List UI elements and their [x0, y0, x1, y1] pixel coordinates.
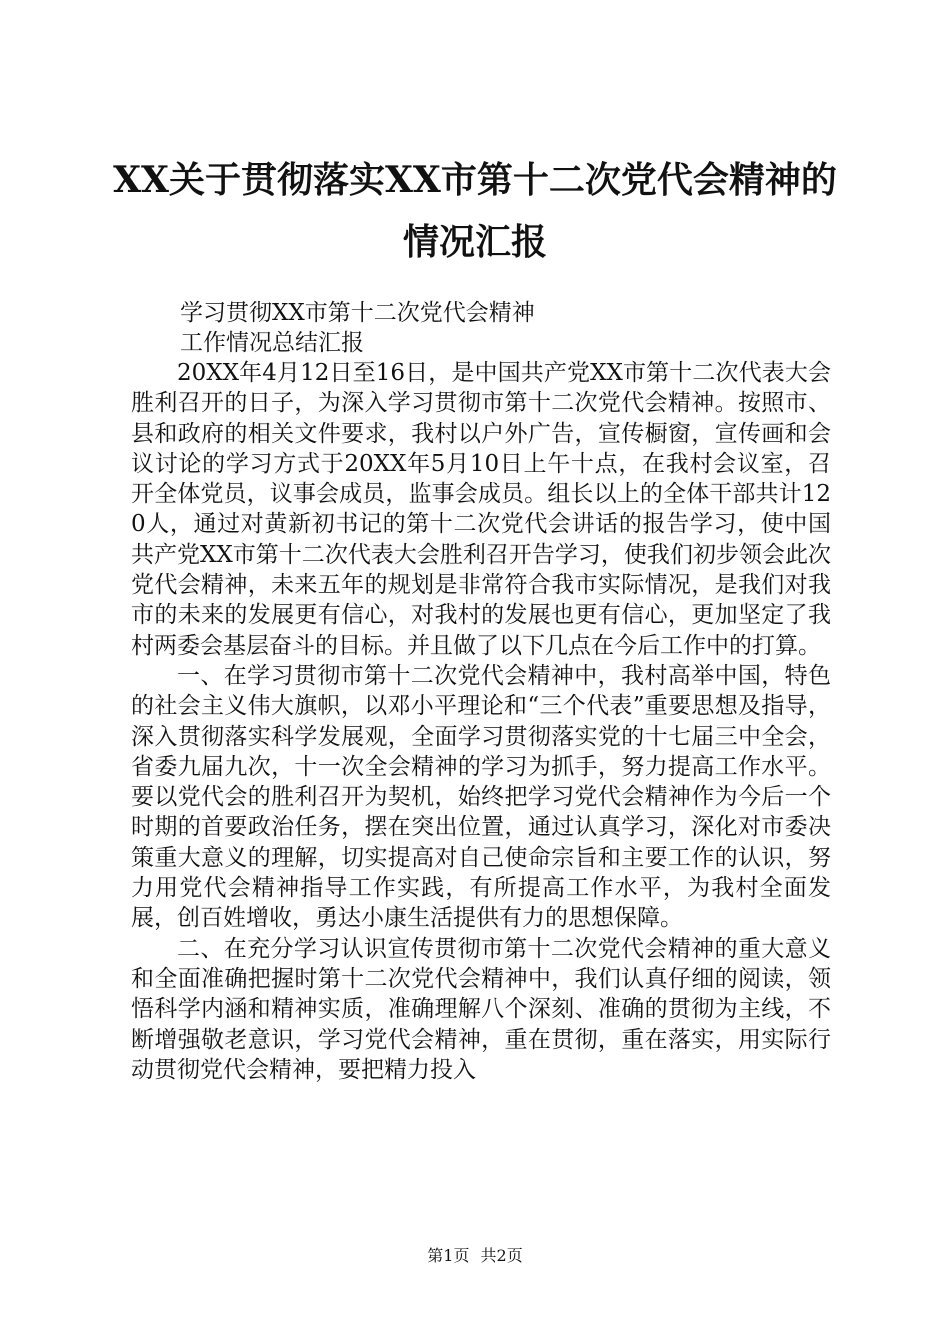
subheading-2: 工作情况总结汇报	[180, 330, 364, 356]
paragraph-point-2: 二、在充分学习认识宣传贯彻市第十二次党代会精神的重大意义和全面准确把握时第十二次党代会精神中，我们认真仔细的阅读，领悟科学内涵和精神实质，准确理解八个深刻、准确的贯彻为主线，不断增强敬老意识，学习党代会精神，重在贯彻，重在落实，用实际行动贯彻党代会精神，要把精力投入	[131, 935, 831, 1083]
subheading-1: 学习贯彻XX市第十二次党代会精神	[180, 300, 535, 326]
paragraph-point-1: 一、在学习贯彻市第十二次党代会精神中，我村高举中国，特色的社会主义伟大旗帜，以邓小平理论和“三个代表”重要思想及指导，深入贯彻落实科学发展观，全面学习贯彻落实党的十七届三中全会，省委九届九次，十一次全会精神的学习为抓手，努力提高工作水平。要以党代会的胜利召开为契机，始终把学习党代会精神作为今后一个时期的首要政治任务，摆在突出位置，通过认真学习，深化对市委决策重大意义的理解，切实提高对自己使命宗旨和主要工作的认识，努力用党代会精神指导工作实践，有所提高工作水平，为我村全面发展，创百姓增收，勇达小康生活提供有力的思想保障。	[131, 662, 831, 932]
document-body	[131, 358, 831, 1085]
page-number-total: 共2页	[480, 1246, 523, 1265]
page-footer	[0, 1246, 950, 1266]
document-title-line-1: XX关于贯彻落实XX市第十二次党代会精神的	[113, 159, 837, 201]
document-title-line-2: 情况汇报	[402, 221, 547, 263]
page-number-current: 第1页	[427, 1246, 470, 1265]
paragraph-intro: 20XX年4月12日至16日，是中国共产党XX市第十二次代表大会胜利召开的日子，为深入学习贯彻市第十二次党代会精神。按照市、县和政府的相关文件要求，我村以户外广告，宣传橱窗，宣传画和会议讨论的学习方式于20XX年5月10日上午十点，在我村会议室，召开全体党员，议事会成员，监事会成员。组长以上的全体干部共计120人，通过对黄新初书记的第十二次党代会讲话的报告学习，使中国共产党XX市第十二次代表大会胜利召开告学习，使我们初步领会此次党代会精神，未来五年的规划是非常符合我市实际情况，是我们对我市的未来的发展更有信心，对我村的发展也更有信心，更加坚定了我村两委会基层奋斗的目标。并且做了以下几点在今后工作中的打算。	[131, 360, 831, 659]
